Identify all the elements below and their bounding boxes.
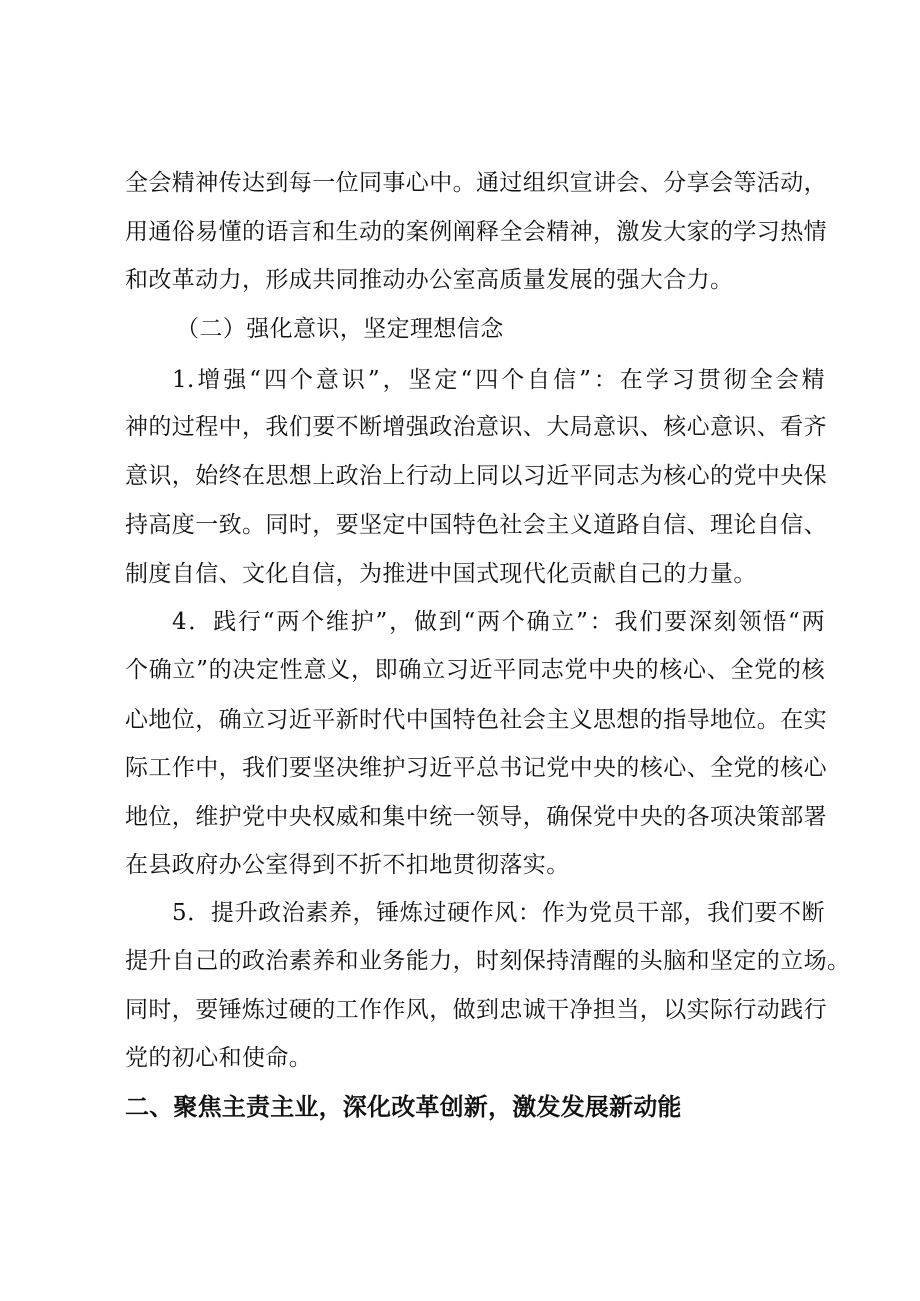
paragraph-line: 意识，始终在思想上政治上行动上同以习近平同志为核心的党中央保 bbox=[125, 463, 827, 489]
paragraph-line: 个确立”的决定性意义，即确立习近平同志党中央的核心、全党的核 bbox=[125, 657, 825, 683]
paragraph-line: 制度自信、文化自信，为推进中国式现代化贡献自己的力量。 bbox=[125, 561, 757, 587]
paragraph-line: 同时，要锤炼过硬的工作作风，做到忠诚干净担当，以实际行动践行 bbox=[125, 997, 827, 1023]
paragraph-line: 全会精神传达到每一位同事心中。通过组织宣讲会、分享会等活动， bbox=[125, 170, 827, 196]
paragraph-line: 党的初心和使命。 bbox=[125, 1045, 313, 1071]
paragraph-line: 5．提升政治素养，锤炼过硬作风：作为党员干部，我们要不断 bbox=[172, 900, 825, 926]
paragraph-line: 神的过程中，我们要不断增强政治意识、大局意识、核心意识、看齐 bbox=[125, 414, 827, 440]
subsection-heading: （二）强化意识，坚定理想信念 bbox=[176, 316, 504, 342]
paragraph-line: 提升自己的政治素养和业务能力，时刻保持清醒的头脑和坚定的立场。 bbox=[125, 948, 851, 974]
paragraph-line: 和改革动力，形成共同推动办公室高质量发展的强大合力。 bbox=[125, 267, 734, 293]
paragraph-line: 际工作中，我们要坚决维护习近平总书记党中央的核心、全党的核心 bbox=[125, 755, 827, 781]
paragraph-line: 心地位，确立习近平新时代中国特色社会主义思想的指导地位。在实 bbox=[125, 707, 827, 733]
paragraph-line: 4．践行“两个维护”，做到“两个确立”：我们要深刻领悟“两 bbox=[172, 609, 825, 635]
paragraph-line: 在县政府办公室得到不折不扣地贯彻落实。 bbox=[125, 852, 570, 878]
section-heading: 二、聚焦主责主业，深化改革创新，激发发展新动能 bbox=[125, 1093, 682, 1121]
paragraph-line: 持高度一致。同时，要坚定中国特色社会主义道路自信、理论自信、 bbox=[125, 512, 827, 538]
paragraph-line: 地位，维护党中央权威和集中统一领导，确保党中央的各项决策部署 bbox=[125, 804, 827, 830]
paragraph-line: 用通俗易懂的语言和生动的案例阐释全会精神，激发大家的学习热情 bbox=[125, 219, 827, 245]
paragraph-line: 1.增强“四个意识”，坚定“四个自信”：在学习贯彻全会精 bbox=[172, 367, 825, 393]
